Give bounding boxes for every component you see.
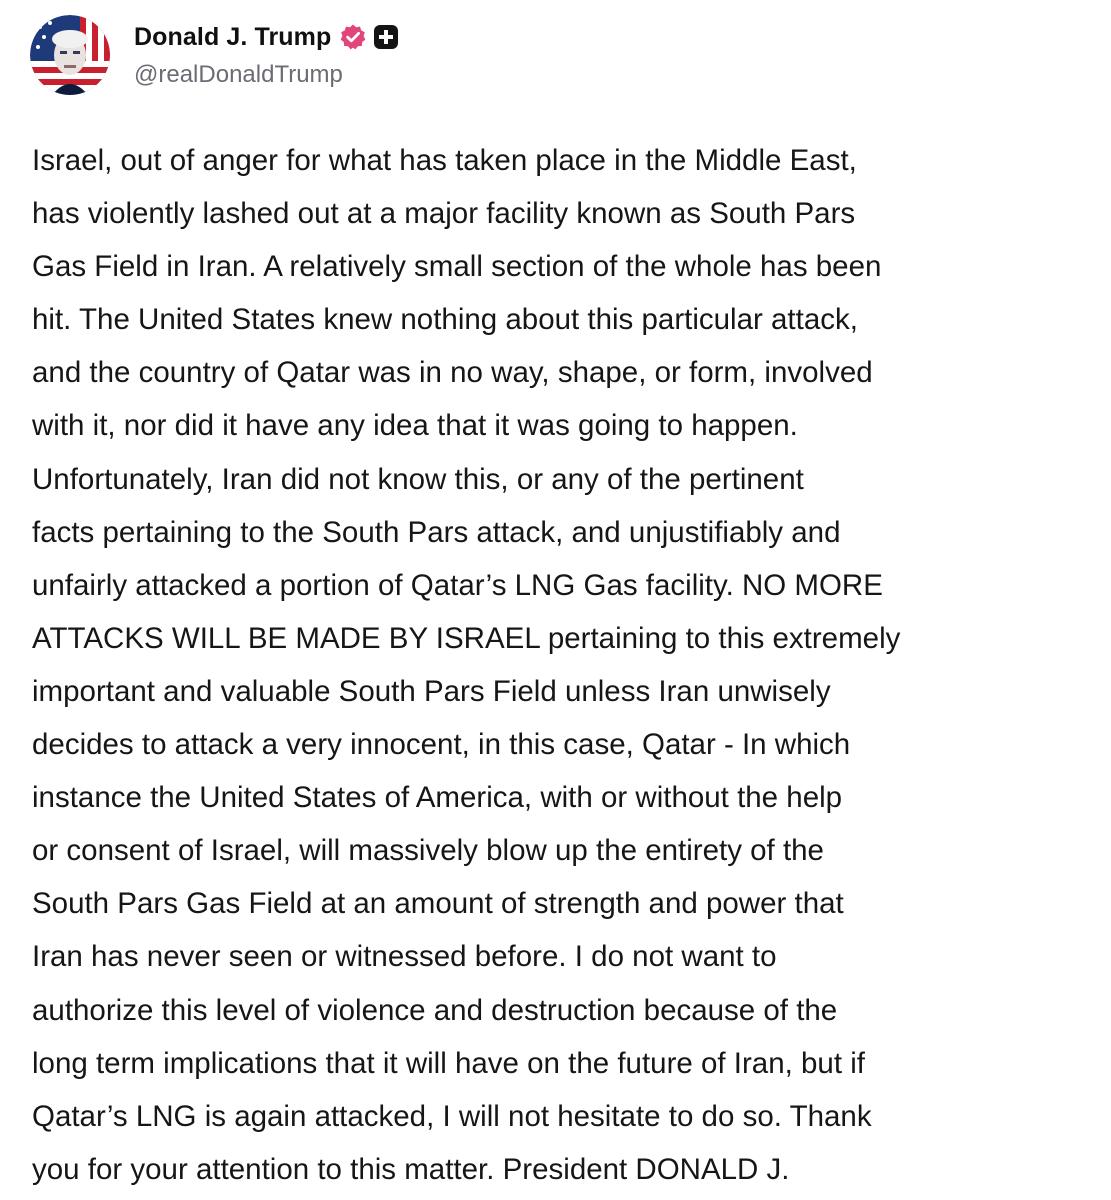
- post-text-line: important and valuable South Pars Field unless Iran unwisely: [32, 674, 831, 708]
- post-text-line: instance the United States of America, with or without the help: [32, 781, 843, 815]
- post-text-line: Israel, out of anger for what has taken place in the Middle East,: [32, 144, 857, 177]
- post-text-line: hit. The United States knew nothing about this particular attack,: [32, 303, 858, 337]
- post-text-line: Qatar’s LNG is again attacked, I will not hesitate to do so. Thank: [32, 1099, 872, 1133]
- post-text-line: unfairly attacked a portion of Qatar’s LNG Gas facility. NO MORE: [32, 568, 883, 602]
- post-text-line: decides to attack a very innocent, in this case, Qatar - In which: [32, 728, 851, 762]
- post-text-line: with it, nor did it have any idea that it was going to happen.: [32, 409, 798, 443]
- post-text-line: ATTACKS WILL BE MADE BY ISRAEL pertaining to this extremely: [32, 621, 901, 655]
- name-row: [134, 17, 399, 57]
- post-text-line: has violently lashed out at a major facility known as South Pars: [32, 197, 856, 231]
- author-handle[interactable]: @realDonaldTrump: [134, 61, 343, 88]
- post-text-line: Gas Field in Iran. A relatively small section of the whole has been: [32, 250, 882, 284]
- post-body: [32, 134, 1092, 1196]
- post-text-line: you for your attention to this matter. President DONALD J.: [32, 1152, 790, 1186]
- post-text-line: or consent of Israel, will massively blow up the entirety of the: [32, 834, 824, 868]
- truth-plus-icon: [373, 24, 399, 50]
- post-header: [30, 14, 399, 96]
- post-text-line: and the country of Qatar was in no way, shape, or form, involved: [32, 356, 873, 390]
- post-text-line: Unfortunately, Iran did not know this, or any of the pertinent: [32, 462, 804, 496]
- display-name[interactable]: Donald J. Trump: [134, 22, 332, 51]
- post-text-line: long term implications that it will have on the future of Iran, but if: [32, 1046, 865, 1080]
- avatar[interactable]: [30, 15, 110, 95]
- post-text-line: facts pertaining to the South Pars attack, and unjustifiably and: [32, 515, 841, 549]
- portrait-flag-avatar-icon: [30, 15, 110, 95]
- verified-badge-icon: [339, 23, 367, 51]
- post-text-line: Iran has never seen or witnessed before. I do not want to: [32, 940, 777, 974]
- author-identity: [134, 17, 399, 93]
- post-text-line: authorize this level of violence and destruction because of the: [32, 993, 838, 1027]
- post-text-line: South Pars Gas Field at an amount of strength and power that: [32, 887, 844, 921]
